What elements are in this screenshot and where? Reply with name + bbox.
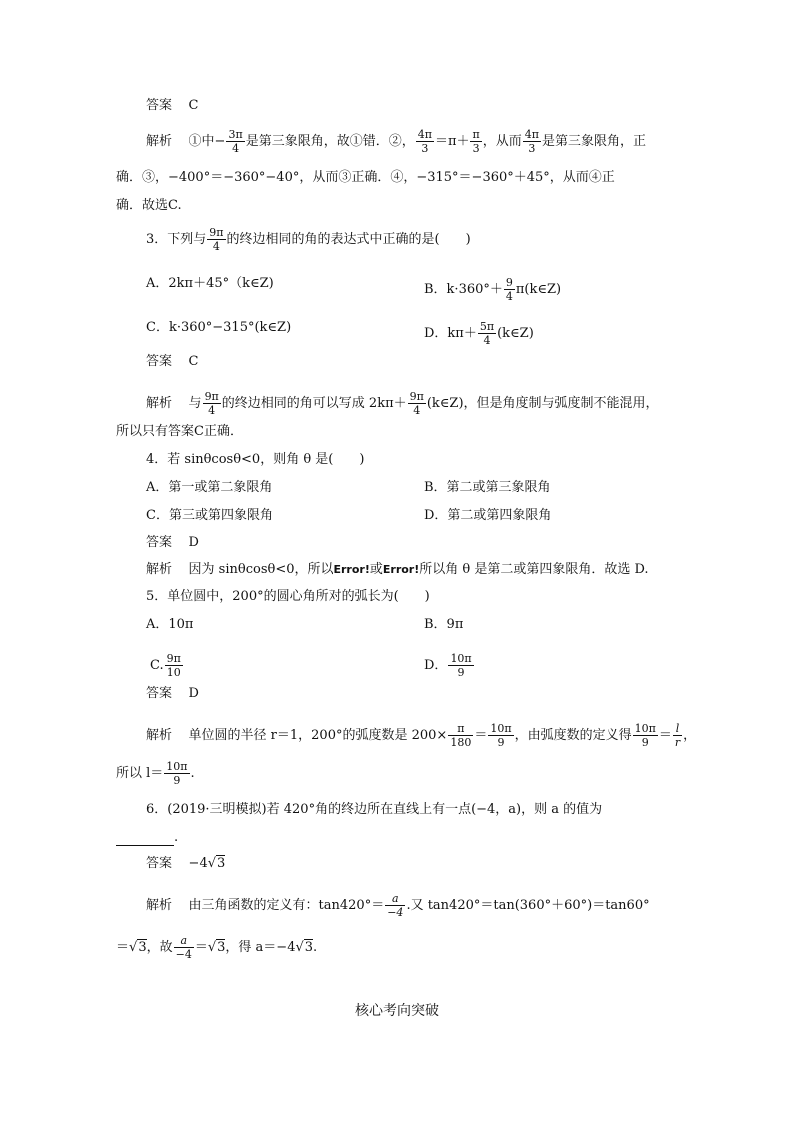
fraction: $\frac{a}{-4}$ xyxy=(387,892,404,919)
q4-option-a: A．第一或第二象限角 xyxy=(146,480,273,495)
fraction: $\frac{9}{4}$ xyxy=(505,276,513,303)
answer-label: 答案 xyxy=(146,686,173,701)
solution-text: ，从而 xyxy=(482,134,522,149)
q3-option-c: C．k·360°−315°(k∈Z) xyxy=(146,320,292,335)
fraction: $\frac{4\pi}{3}$ xyxy=(524,128,539,155)
q5-stem: 5．单位圆中，200°的圆心角所对的弧长为( ) xyxy=(146,589,430,604)
stem-text: 的终边相同的角的表达式中正确的是( ) xyxy=(226,232,471,247)
answer-label: 答案 xyxy=(146,535,173,550)
q6-answer-line: 答案 −4√3 xyxy=(146,856,226,871)
solution-text: 是第三象限角，故①错．②， xyxy=(245,134,415,149)
solution-label: 解析 xyxy=(146,562,173,577)
q6-solution-line-2: ＝√3，故 $\frac{a}{-4}$ ＝√3，得 a＝−4√3. xyxy=(116,934,318,961)
q3-option-d: D．kπ＋ $\frac{5\pi}{4}$ (k∈Z) xyxy=(424,320,534,347)
q5-option-b: B．9π xyxy=(424,617,464,632)
section-heading: 核心考向突破 xyxy=(355,1003,439,1019)
q5-option-c: C. $\frac{9\pi}{10}$ xyxy=(150,652,181,679)
q3-stem xyxy=(146,226,471,253)
q4-option-b: B．第二或第三象限角 xyxy=(424,480,551,495)
q6-stem: 6．(2019·三明模拟)若 420°角的终边所在直线上有一点(−4，a)，则 a 的值为 xyxy=(146,802,603,817)
answer-blank xyxy=(116,833,174,846)
q3-answer-line xyxy=(146,354,199,370)
q6-stem-blank-line: . xyxy=(116,830,178,846)
solution-label: 解析 xyxy=(146,898,173,913)
q3-solution-line-2: 所以只有答案C正确． xyxy=(116,424,243,439)
q5-solution-line-2: 所以 l＝ $\frac{10\pi}{9}$ . xyxy=(116,760,195,787)
stem-text: 3．下列与 xyxy=(146,232,207,247)
fraction: $\frac{10\pi}{9}$ xyxy=(450,652,472,679)
fraction: $\frac{10\pi}{9}$ xyxy=(490,722,512,749)
solution-label: 解析 xyxy=(146,396,173,411)
error-field: Error! xyxy=(382,563,420,576)
q4-option-d: D．第二或第四象限角 xyxy=(424,508,552,523)
q3-option-a: A．2kπ＋45°（k∈Z) xyxy=(146,276,274,291)
answer-value: D xyxy=(188,686,199,701)
fraction: $\frac{a}{-4}$ xyxy=(175,934,192,961)
fraction: $\frac{\pi}{3}$ xyxy=(472,128,480,155)
q5-option-d: D． $\frac{10\pi}{9}$ xyxy=(424,652,472,679)
q2-solution-line-2: 确．③，−400°＝−360°−40°，从而③正确．④，−315°＝−360°＋45°，从而④正 xyxy=(116,170,615,185)
q2-answer-line xyxy=(146,98,199,114)
q4-answer-line xyxy=(146,535,199,551)
q6-solution-line-1: 解析 由三角函数的定义有：tan420°＝ $\frac{a}{-4}$ .又 tan420°＝tan(360°＋60°)＝tan60° xyxy=(146,892,650,919)
q3-solution-line-1: 解析 与 $\frac{9\pi}{4}$ 的终边相同的角可以写成 2kπ＋ $\frac{9\pi}{4}$ (k∈Z)，但是角度制与弧度制不能混用， xyxy=(146,390,659,417)
fraction: $\frac{5\pi}{4}$ xyxy=(479,320,495,347)
q2-solution-line-1 xyxy=(146,128,646,155)
answer-label: 答案 xyxy=(146,354,173,369)
error-field: Error! xyxy=(333,563,370,576)
fraction: $\frac{10\pi}{9}$ xyxy=(166,760,188,787)
solution-text: ＝π＋ xyxy=(434,134,470,149)
fraction: $\frac{9\pi}{10}$ xyxy=(166,652,181,679)
fraction: $\frac{l}{r}$ xyxy=(674,722,681,749)
fraction: $\frac{\pi}{180}$ xyxy=(450,722,472,749)
q3-option-b: B．k·360°＋ $\frac{9}{4}$ π(k∈Z) xyxy=(424,276,562,303)
fraction: $\frac{9\pi}{4}$ xyxy=(409,390,424,417)
answer-label: 答案 xyxy=(146,98,173,113)
sqrt-radicand: 3 xyxy=(217,856,226,871)
solution-text: 是第三象限角，正 xyxy=(541,134,646,149)
answer-value: D xyxy=(188,535,199,550)
solution-label: 解析 xyxy=(146,728,173,743)
q4-solution-line: 解析 因为 sinθcosθ<0，所以Error!或Error!所以角 θ 是第二或第四象限角．故选 D. xyxy=(146,562,649,577)
q5-answer-line xyxy=(146,686,199,702)
fraction: $\frac{9\pi}{4}$ xyxy=(209,226,224,253)
q4-option-c: C．第三或第四象限角 xyxy=(146,508,273,523)
q2-solution-line-3: 确．故选C. xyxy=(116,198,182,213)
answer-value: C xyxy=(188,354,199,369)
fraction: $\frac{3\pi}{4}$ xyxy=(228,128,243,155)
q5-solution-line-1: 解析 单位圆的半径 r＝1，200°的弧度数是 200× $\frac{\pi}{180}$ ＝ $\frac{10\pi}{9}$ ，由弧度数的定义得 $\frac{10\pi}{9}$ ＝ $\frac{l}{r}$ ， xyxy=(146,722,697,749)
q4-stem: 4．若 sinθcosθ<0，则角 θ 是( ) xyxy=(146,452,365,467)
answer-value: −4 xyxy=(188,856,208,871)
solution-text: ①中− xyxy=(188,134,226,149)
q5-option-a: A．10π xyxy=(146,617,194,632)
answer-value: C xyxy=(188,98,199,113)
solution-label: 解析 xyxy=(146,134,173,149)
fraction: $\frac{10\pi}{9}$ xyxy=(634,722,656,749)
fraction: $\frac{9\pi}{4}$ xyxy=(204,390,219,417)
answer-label: 答案 xyxy=(146,856,173,871)
fraction: $\frac{4\pi}{3}$ xyxy=(417,128,432,155)
